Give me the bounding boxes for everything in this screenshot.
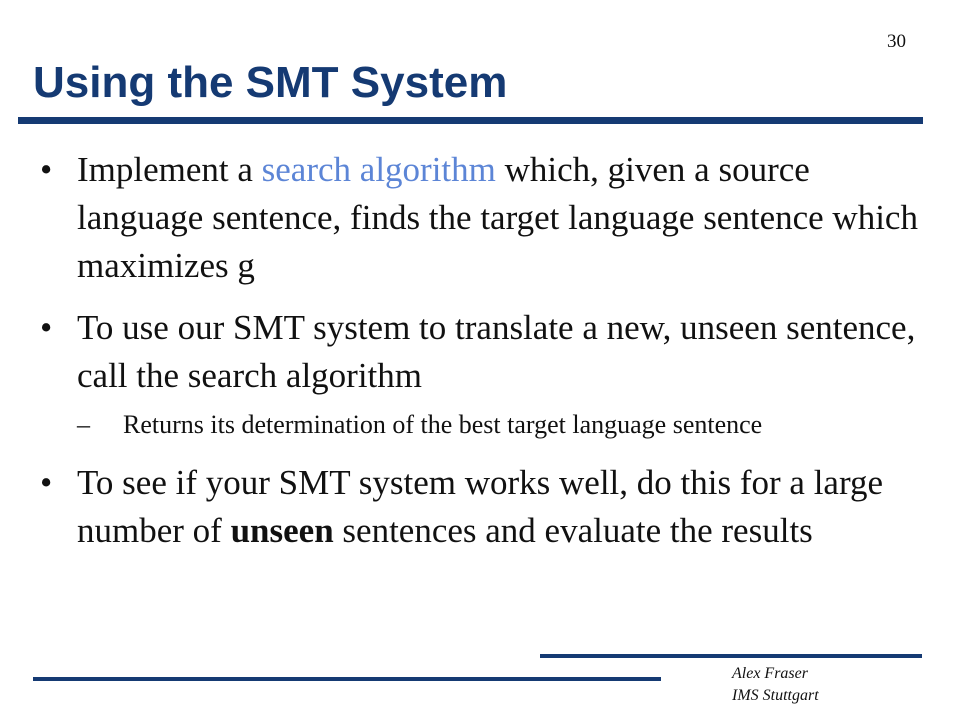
- bullet-item-search-algorithm: [40, 146, 920, 290]
- title-divider: [18, 117, 923, 124]
- bullet-text: [77, 150, 918, 285]
- bullet-list: [40, 146, 920, 555]
- footer-affiliation: IMS Stuttgart: [732, 687, 819, 704]
- bullet-text: [77, 463, 883, 550]
- bullet-item-evaluate: [40, 459, 920, 555]
- bullet-marker: •: [40, 463, 53, 502]
- highlighted-term: search algorithm: [261, 150, 496, 189]
- bullet-marker: •: [40, 308, 53, 347]
- bullet-marker: •: [40, 150, 53, 189]
- bullet-text: To use our SMT system to translate a new, unseen sentence, call the search algorithm: [77, 308, 916, 395]
- footer-divider-right: [540, 654, 922, 658]
- bullet-text-end: which, given a source language sentence, finds the target language sentence which maximizes g: [77, 150, 918, 285]
- slide-number: 30: [887, 31, 906, 52]
- sub-bullet-marker: –: [77, 410, 90, 439]
- bold-term: unseen: [230, 511, 334, 550]
- sub-bullet-item: [77, 405, 920, 445]
- footer-divider-left: [33, 677, 661, 681]
- sub-bullet-text: Returns its determination of the best target language sentence: [123, 410, 763, 439]
- bullet-item-translate: [40, 304, 920, 445]
- footer-author: Alex Fraser: [732, 665, 808, 682]
- footer: [732, 663, 819, 707]
- bullet-text-start: Implement a: [77, 150, 262, 189]
- bullet-text-end: sentences and evaluate the results: [333, 511, 813, 550]
- slide-title: Using the SMT System: [33, 58, 508, 107]
- bullet-text-start: To see if your SMT system works well, do this for a large number of: [77, 463, 884, 550]
- sub-bullet-list: [77, 405, 920, 445]
